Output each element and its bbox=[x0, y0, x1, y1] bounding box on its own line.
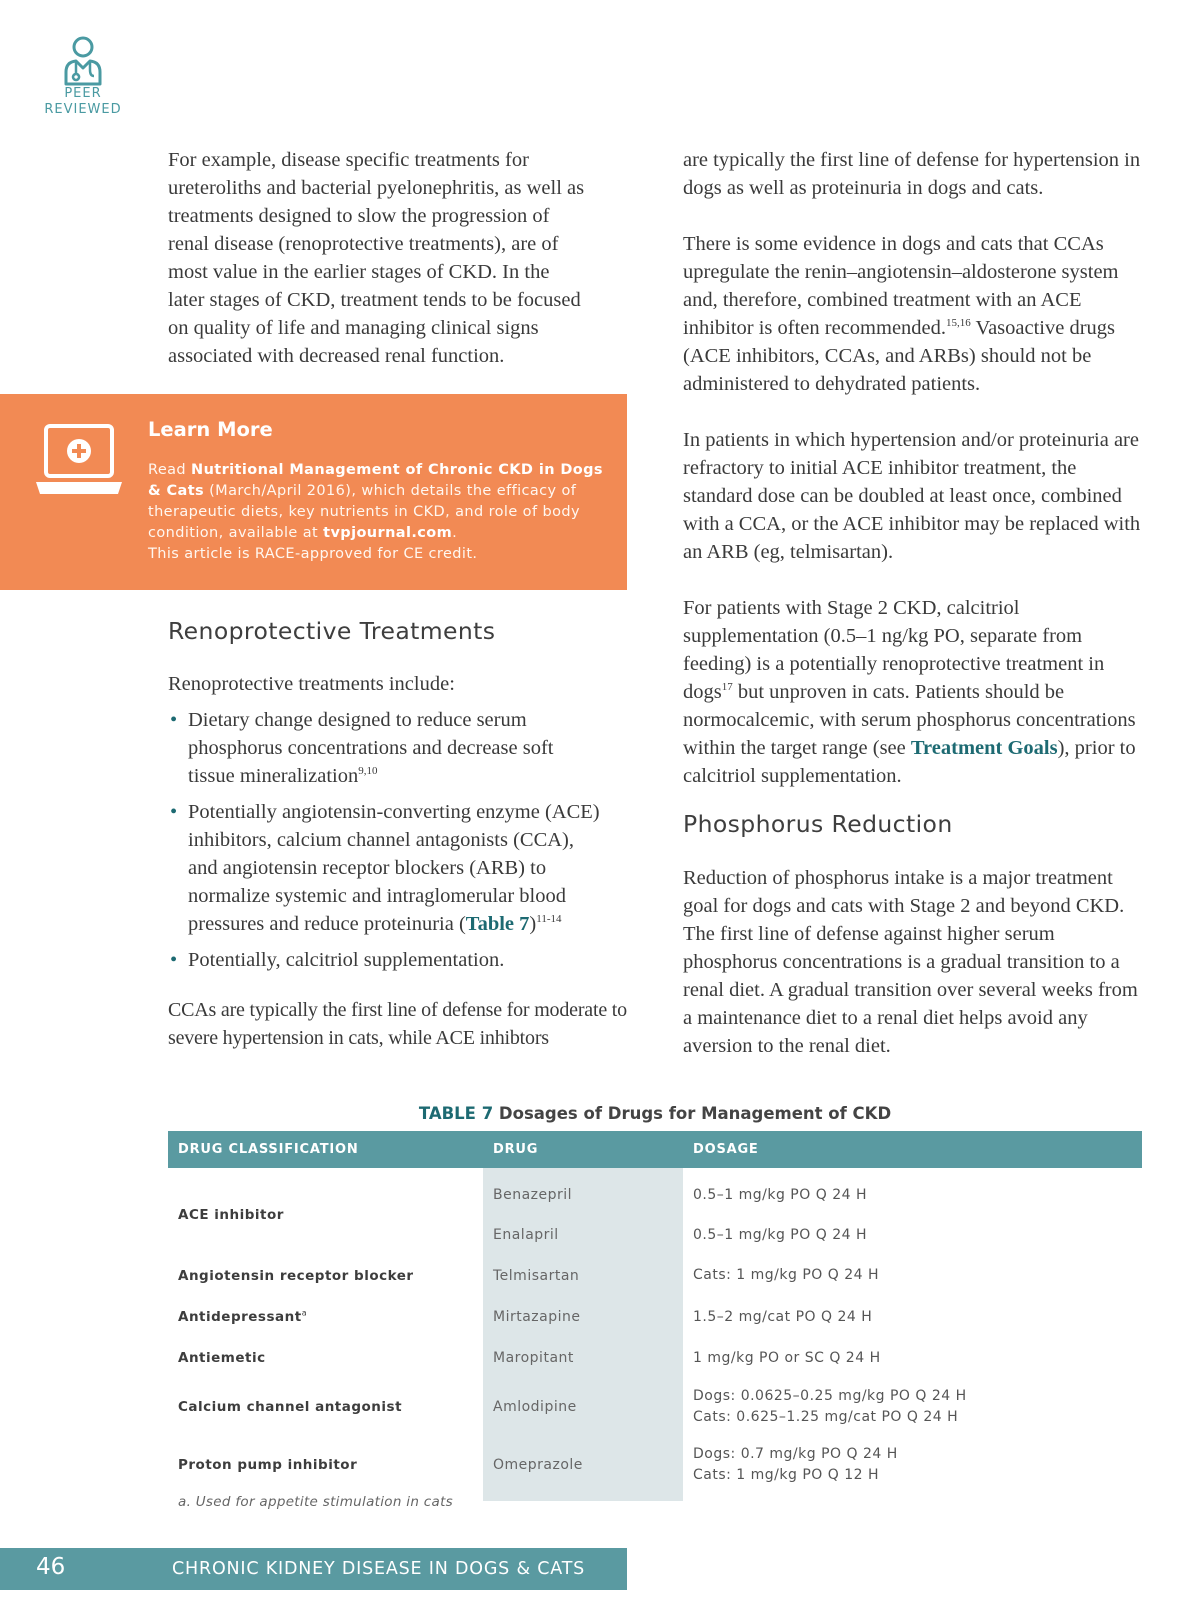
intro-paragraph: For example, disease specific treatments for ureteroliths and bacterial pyelonephritis, as well as treatments designed to slow the progression of renal disease (renoprotective treatments), are of most value in the earlier stages of CKD. In the later stages of CKD, treatment tends to be focused on quality of life and managing clinical signs associated with decreased renal function. bbox=[168, 149, 585, 367]
lm-after-site: . bbox=[452, 525, 458, 541]
bullet-text: Potentially angiotensin-converting enzyme (ACE) inhibitors, calcium channel antagonists (CCA), and angiotensin receptor blockers (ARB) to normalize systemic and intraglomerular blood pressures and reduce proteinuria ( bbox=[188, 801, 600, 935]
bullet-text: Potentially, calcitriol supplementation. bbox=[188, 949, 505, 971]
bullet-icon: • bbox=[170, 709, 178, 731]
page-footer bbox=[0, 1548, 627, 1590]
header-drug-classification: DRUG CLASSIFICATION bbox=[168, 1131, 483, 1168]
badge-line-2: REVIEWED bbox=[44, 102, 122, 117]
drug-cell: Telmisartan bbox=[483, 1255, 683, 1296]
p4-text-a: For patients with Stage 2 CKD, calcitriol supplementation (0.5–1 ng/kg PO, separate from feeding) is a potentially renoprotective treatment in dogs bbox=[683, 597, 1105, 703]
right-p5: Reduction of phosphorus intake is a major treatment goal for dogs and cats with Stage 2 and beyond CKD. The first line of defense against higher serum phosphorus concentrations is a gradual transition to a renal diet. A gradual transition over several weeks from a maintenance diet to a renal diet helps avoid any aversion to the renal diet. bbox=[683, 867, 1138, 1057]
table-7-link[interactable]: Table 7 bbox=[465, 913, 530, 935]
running-title: CHRONIC KIDNEY DISEASE IN DOGS & CATS bbox=[172, 1559, 586, 1579]
dose-cell bbox=[683, 1436, 1142, 1494]
site-link[interactable]: tvpjournal.com bbox=[323, 525, 453, 541]
dose-cell bbox=[683, 1378, 1142, 1436]
dose-line: Cats: 1 mg/kg PO Q 12 H bbox=[693, 1467, 880, 1483]
dose-cell: 0.5–1 mg/kg PO Q 24 H bbox=[693, 1186, 867, 1203]
dose-line: Dogs: 0.7 mg/kg PO Q 24 H bbox=[693, 1446, 898, 1462]
right-p4 bbox=[683, 594, 1143, 790]
article-link[interactable]: Nutritional Management of Chronic CKD in Dogs & Cats bbox=[148, 462, 603, 499]
drug-cell: Maropitant bbox=[483, 1338, 683, 1378]
laptop-medical-icon bbox=[34, 422, 124, 498]
class-cell: Calcium channel antagonist bbox=[178, 1399, 403, 1415]
footnote-marker: a bbox=[301, 1308, 308, 1318]
drug-table bbox=[168, 1131, 1142, 1501]
header-dosage: DOSAGE bbox=[683, 1131, 1142, 1168]
table-row bbox=[168, 1338, 1142, 1378]
list-item bbox=[168, 798, 628, 938]
table-row bbox=[168, 1296, 1142, 1338]
ref: 9,10 bbox=[358, 765, 378, 778]
table-footnote: a. Used for appetite stimulation in cats bbox=[178, 1494, 454, 1510]
renoprotective-closing: CCAs are typically the first line of defense for moderate to severe hypertension in cats, while ACE inhibtors bbox=[168, 999, 627, 1049]
drug-cell: Mirtazapine bbox=[483, 1296, 683, 1338]
table-row bbox=[168, 1255, 1142, 1296]
table-caption bbox=[168, 1104, 1142, 1123]
table-row bbox=[168, 1175, 1142, 1215]
class-text: Antidepressant bbox=[178, 1309, 302, 1325]
renoprotective-list bbox=[168, 706, 628, 974]
page-number: 46 bbox=[36, 1554, 66, 1580]
header-drug: DRUG bbox=[483, 1131, 683, 1168]
ref: 17 bbox=[721, 681, 733, 694]
class-cell: Proton pump inhibitor bbox=[178, 1457, 358, 1473]
badge-line-1: PEER bbox=[64, 86, 102, 101]
dose-cell: 1 mg/kg PO or SC Q 24 H bbox=[693, 1349, 881, 1366]
p4-text-c: ), prior to calcitriol supplementation. bbox=[683, 737, 1136, 787]
renoprotective-intro: Renoprotective treatments include: bbox=[168, 673, 455, 695]
dose-cell: 1.5–2 mg/cat PO Q 24 H bbox=[693, 1308, 873, 1325]
bullet-after: ) bbox=[529, 913, 537, 935]
ref: 15,16 bbox=[946, 317, 971, 330]
learn-more-body bbox=[148, 460, 608, 565]
peer-reviewed-badge bbox=[36, 34, 130, 118]
renoprotective-heading: Renoprotective Treatments bbox=[168, 617, 496, 645]
renoprotective-body bbox=[168, 670, 628, 1052]
class-cell: Antiemetic bbox=[178, 1350, 266, 1366]
lm-read: Read bbox=[148, 462, 192, 478]
doctor-icon bbox=[60, 34, 106, 86]
left-intro bbox=[168, 146, 588, 370]
bullet-text: Dietary change designed to reduce serum phosphorus concentrations and decrease soft tissue mineralization bbox=[188, 709, 554, 787]
table-title: Dosages of Drugs for Management of CKD bbox=[493, 1104, 892, 1123]
learn-more-title: Learn More bbox=[148, 418, 273, 441]
dose-cell: 0.5–1 mg/kg PO Q 24 H bbox=[693, 1226, 867, 1243]
table-number: TABLE 7 bbox=[418, 1104, 494, 1123]
right-p1: are typically the first line of defense for hypertension in dogs as well as proteinuria in dogs and cats. bbox=[683, 149, 1141, 199]
p2-text-b: Vasoactive drugs (ACE inhibitors, CCAs, and ARBs) should not be administered to dehydrated patients. bbox=[683, 317, 1116, 395]
right-column bbox=[683, 146, 1143, 790]
p4-text-b: but unproven in cats. Patients should be normocalcemic, with serum phosphorus concentrations within the target range (see bbox=[683, 681, 1136, 759]
phosphorus-heading: Phosphorus Reduction bbox=[683, 810, 953, 838]
treatment-goals-link[interactable]: Treatment Goals bbox=[910, 737, 1058, 759]
dose-cell: Cats: 1 mg/kg PO Q 24 H bbox=[693, 1267, 880, 1283]
list-item bbox=[168, 946, 628, 974]
phosphorus-body bbox=[683, 864, 1143, 1060]
class-cell: Angiotensin receptor blocker bbox=[178, 1267, 414, 1284]
ref: 11-14 bbox=[536, 913, 562, 926]
table-row bbox=[168, 1436, 1142, 1494]
table-header-row bbox=[168, 1131, 1142, 1168]
bullet-icon: • bbox=[170, 801, 178, 823]
drug-cell: Amlodipine bbox=[483, 1378, 683, 1436]
class-cell: ACE inhibitor bbox=[178, 1207, 284, 1223]
bullet-icon: • bbox=[170, 949, 178, 971]
list-item bbox=[168, 706, 628, 790]
race-note: This article is RACE-approved for CE credit. bbox=[148, 546, 478, 562]
drug-cell: Enalapril bbox=[483, 1215, 683, 1255]
drug-cell: Benazepril bbox=[483, 1175, 683, 1215]
right-p2 bbox=[683, 230, 1143, 398]
p2-text-a: There is some evidence in dogs and cats that CCAs upregulate the renin–angiotensin–aldosterone system and, therefore, combined treatment with an ACE inhibitor is often recommended. bbox=[683, 233, 1119, 339]
dose-line: Dogs: 0.0625–0.25 mg/kg PO Q 24 H bbox=[693, 1388, 967, 1404]
table-row bbox=[168, 1378, 1142, 1436]
drug-cell: Omeprazole bbox=[483, 1436, 683, 1494]
learn-more-box bbox=[0, 394, 627, 590]
class-cell bbox=[168, 1296, 483, 1338]
right-p3: In patients in which hypertension and/or proteinuria are refractory to initial ACE inhibitor treatment, the standard dose can be doubled at least once, combined with a CCA, or the ACE inhibitor may be replaced with an ARB (eg, telmisartan). bbox=[683, 429, 1141, 563]
dose-line: Cats: 0.625–1.25 mg/cat PO Q 24 H bbox=[693, 1409, 959, 1425]
lm-after-title: (March/April 2016), which details the efficacy of therapeutic diets, key nutrients in CKD, and role of body condition, available at bbox=[148, 483, 580, 541]
